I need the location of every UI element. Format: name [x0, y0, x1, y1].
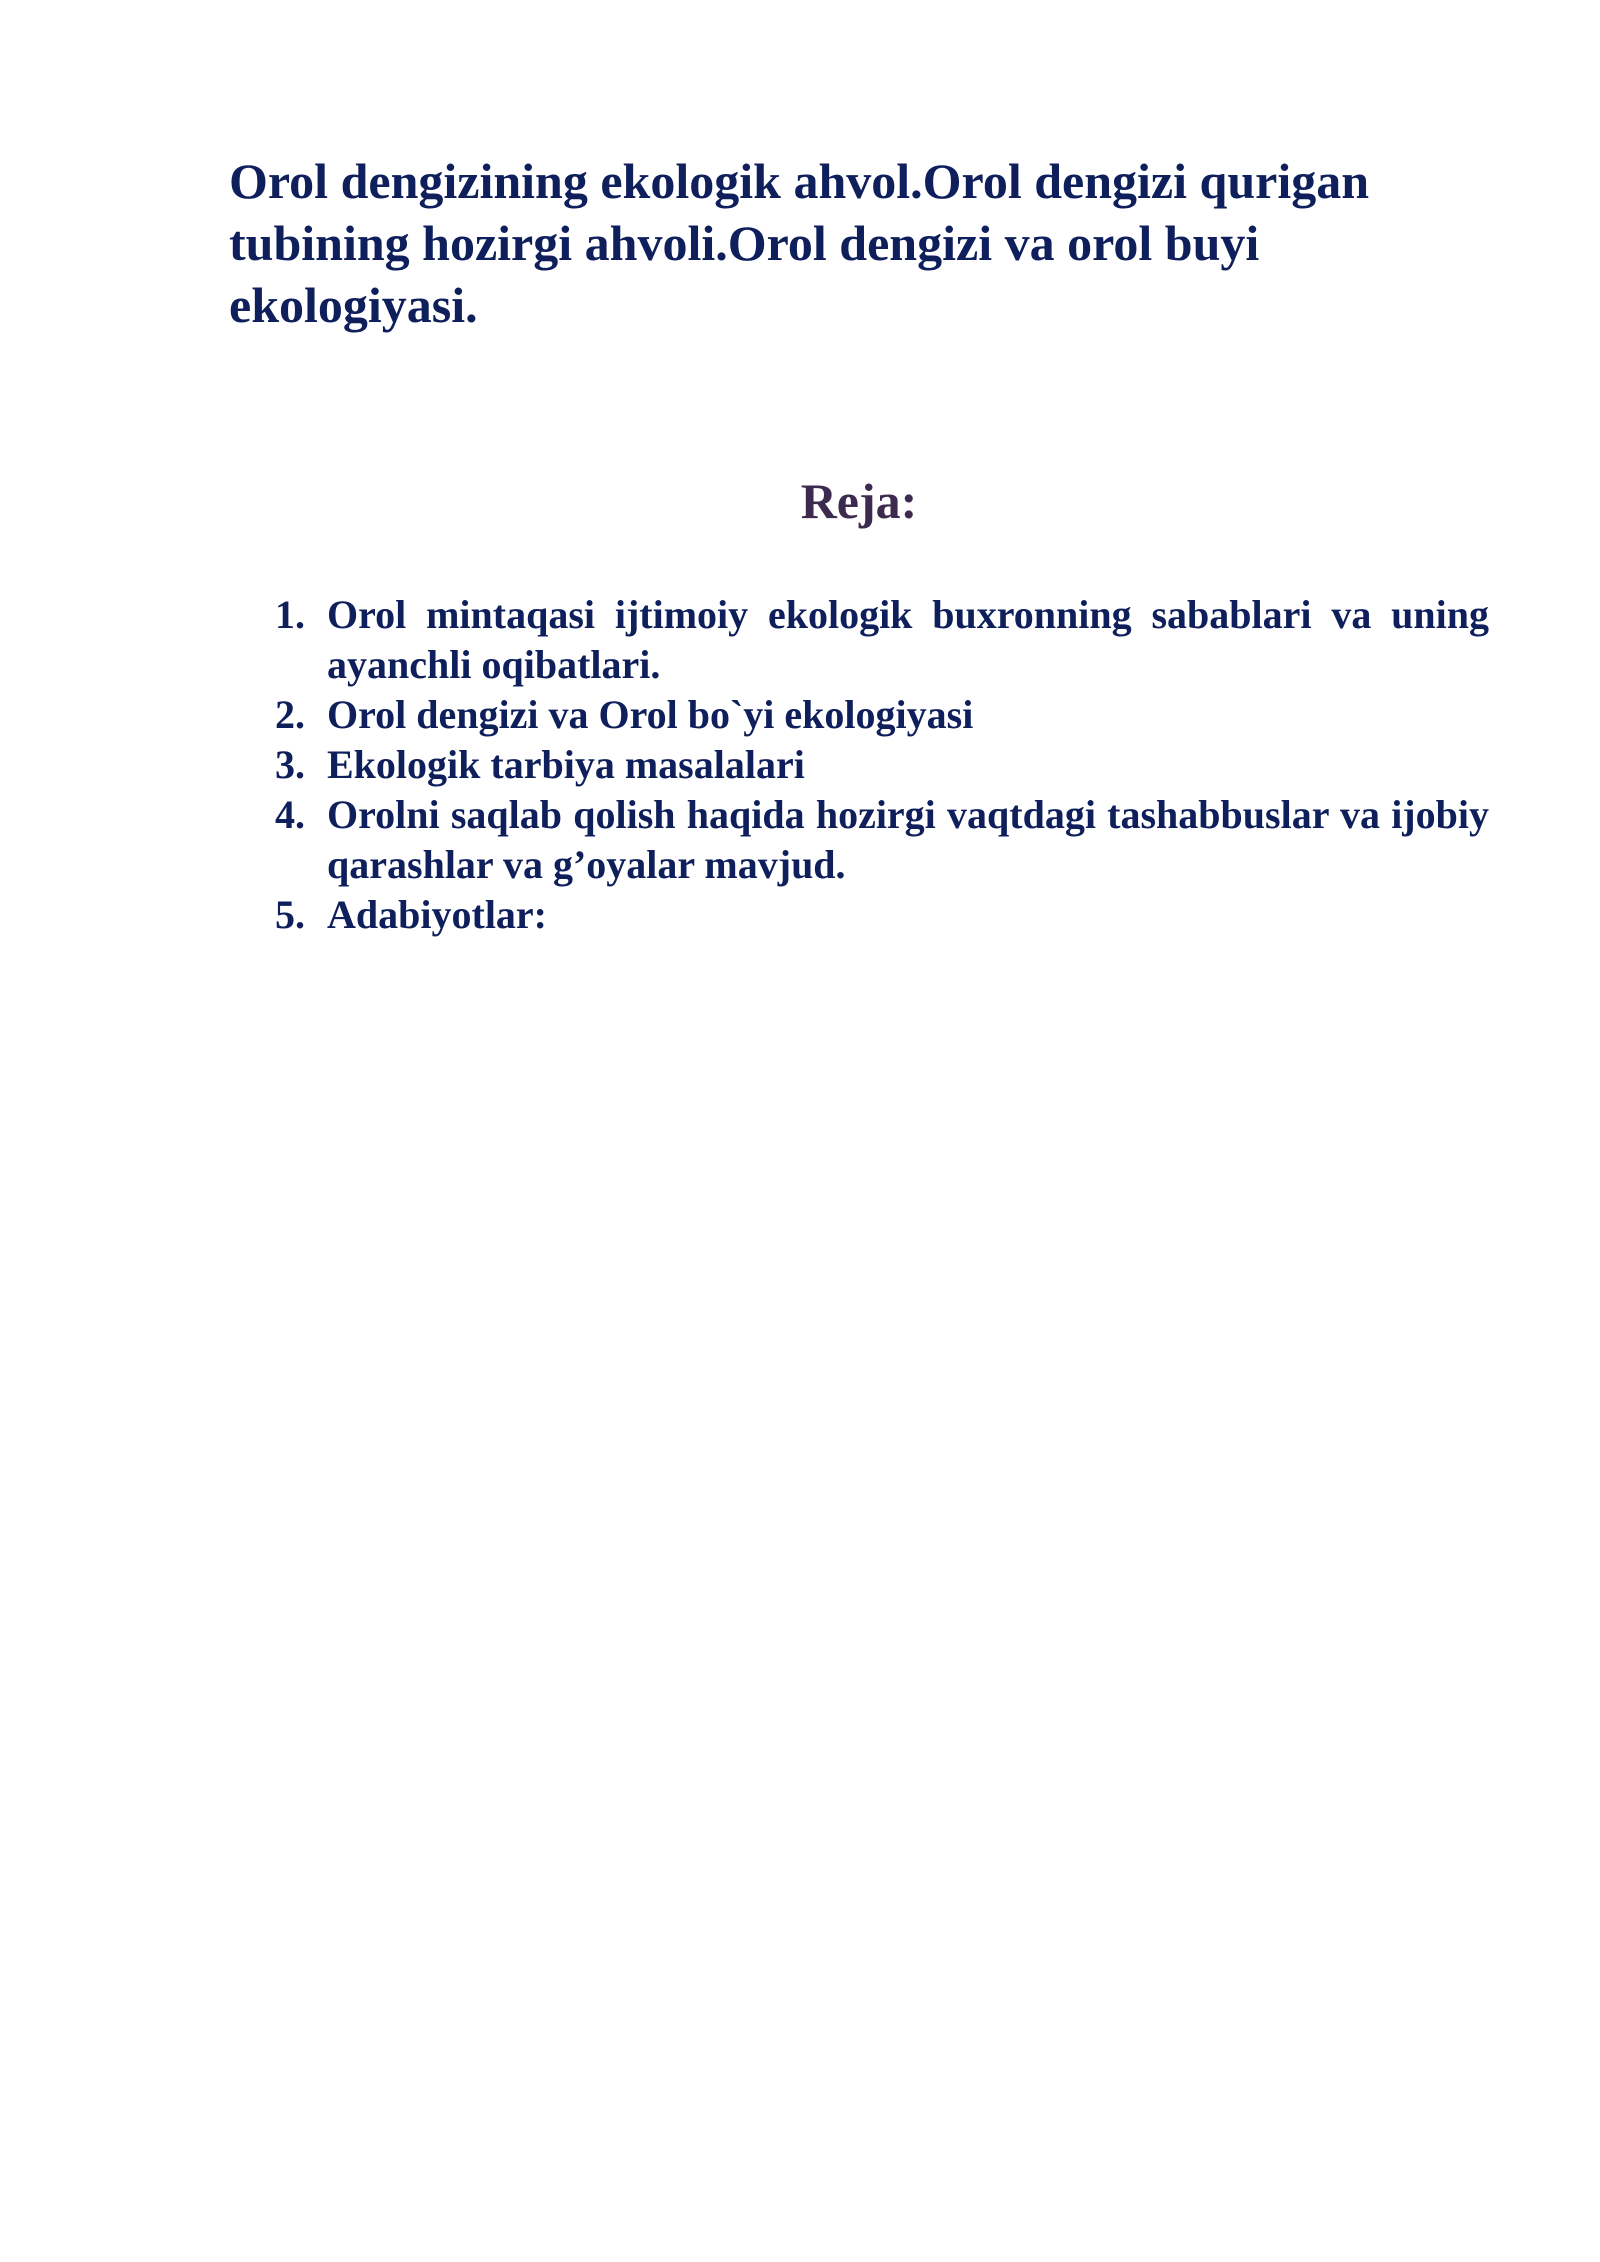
plan-item-text: Orolni saqlab qolish haqida hozirgi vaqtdagi tashabbuslar va ijobiy qarashlar va g’oyalar mavjud. [327, 792, 1489, 887]
plan-item-5 [0, 890, 1489, 940]
plan-item-text: Orol dengizi va Orol bo`yi ekologiyasi [327, 692, 974, 737]
plan-item-number: 2. [275, 692, 305, 737]
plan-list [0, 590, 1600, 940]
plan-item-text: Orol mintaqasi ijtimoiy ekologik buxronning sabablari va uning ayanchli oqibatlari. [327, 592, 1489, 687]
document-title: Orol dengizining ekologik ahvol.Orol dengizi qurigan tubining hozirgi ahvoli.Orol dengizi va orol buyi ekologiyasi. [229, 153, 1370, 333]
plan-item-number: 1. [275, 592, 305, 637]
plan-item-3 [0, 740, 1489, 790]
plan-heading: Reja: [800, 473, 918, 529]
plan-item-number: 5. [275, 892, 305, 937]
plan-item-text: Ekologik tarbiya masalalari [327, 742, 805, 787]
plan-item-text: Adabiyotlar: [327, 892, 547, 937]
plan-item-2 [0, 690, 1489, 740]
plan-item-4 [0, 790, 1489, 890]
plan-item-number: 4. [275, 792, 305, 837]
plan-item-1 [0, 590, 1489, 690]
plan-item-number: 3. [275, 742, 305, 787]
